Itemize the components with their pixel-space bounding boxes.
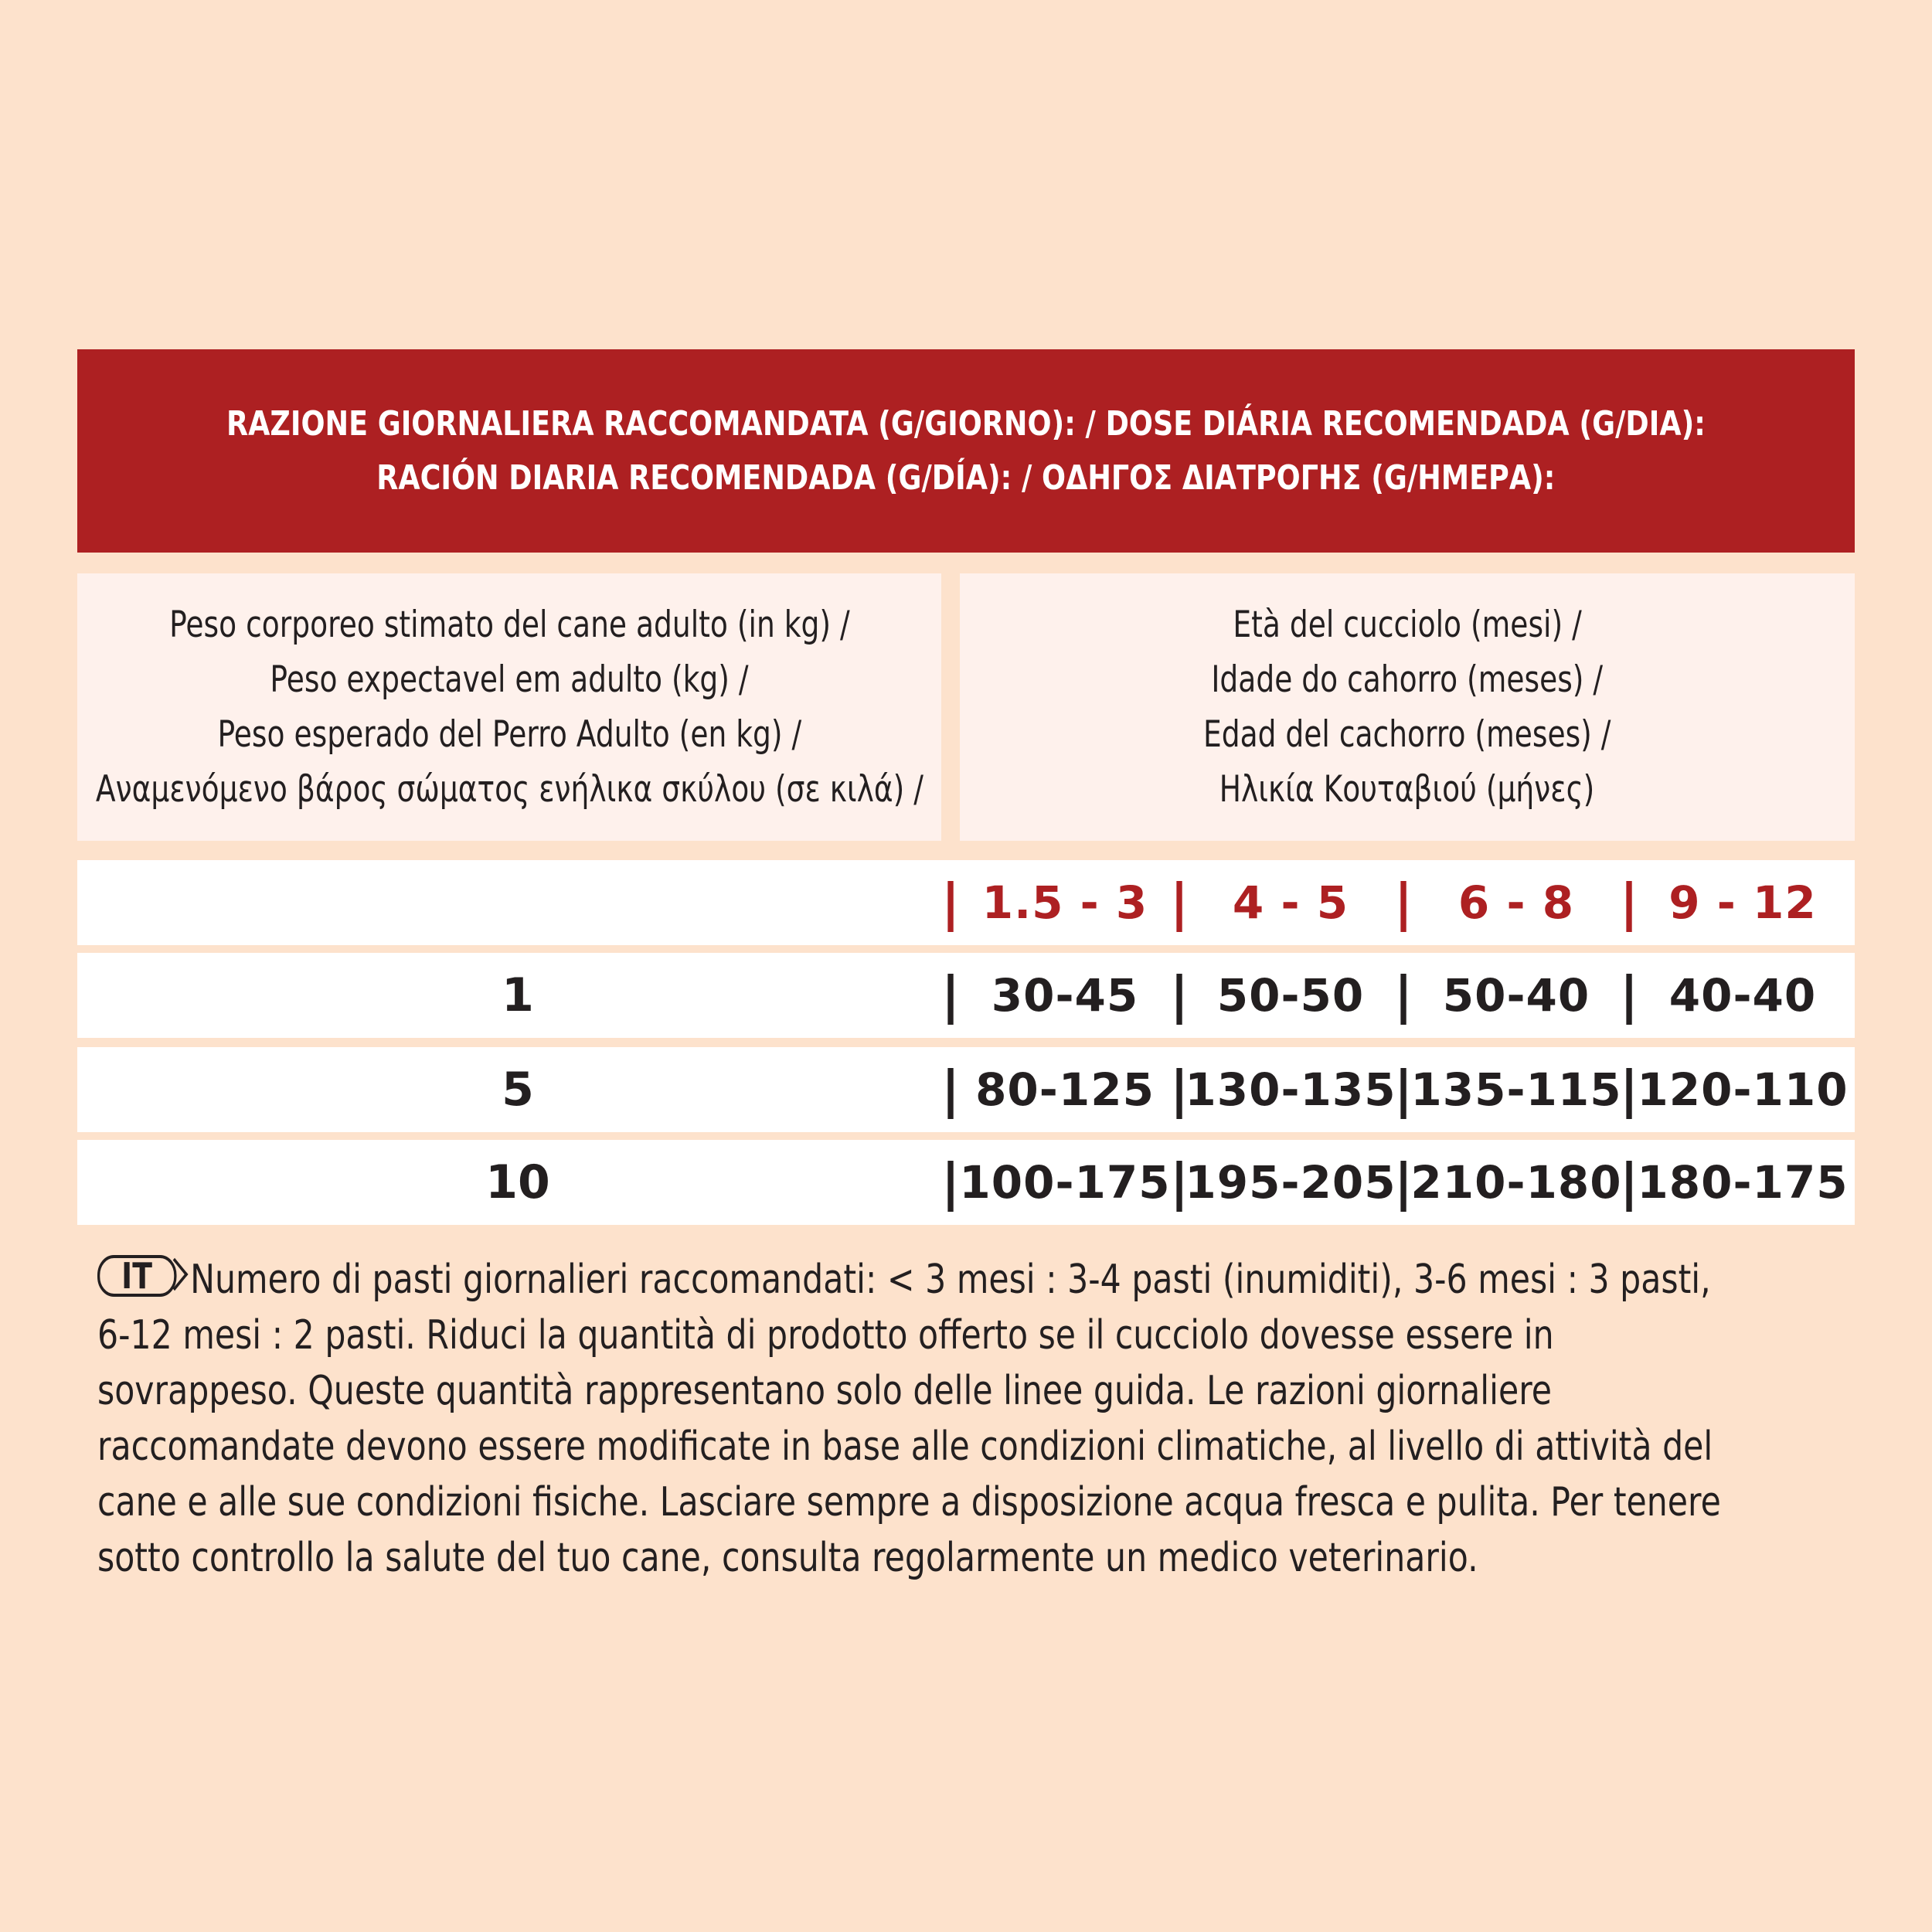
column-separator: | xyxy=(1393,872,1413,933)
column-separator: | xyxy=(940,872,961,933)
age-column-label: 9 - 12 xyxy=(1668,876,1817,929)
weight-value: 1 xyxy=(502,968,534,1022)
table-row xyxy=(77,1140,1855,1225)
column-separator: | xyxy=(940,1152,961,1213)
note-line: raccomandate devono essere modificate in base alle condizioni climatiche, al livello di attività del xyxy=(97,1423,1713,1470)
age-header-line: Età del cucciolo (mesi) / xyxy=(1233,604,1582,646)
ration-value: 40-40 xyxy=(1668,969,1817,1022)
note-line: sotto controllo la salute del tuo cane, consulta regolarmente un medico veterinario. xyxy=(97,1535,1478,1581)
column-separator: | xyxy=(1619,1152,1639,1213)
age-header-line: Edad del cachorro (meses) / xyxy=(1203,713,1611,756)
age-header xyxy=(960,573,1855,841)
title-line: RACIÓN DIARIA RECOMENDADA (G/DÍA): / ΟΔΗΓΟΣ ΔΙΑΤΡΟΓΗΣ (G/ΗΜΕΡΑ): xyxy=(376,457,1556,498)
column-separator: | xyxy=(1393,1060,1413,1120)
column-separator: | xyxy=(1393,965,1413,1026)
weight-header-line: Peso expectavel em adulto (kg) / xyxy=(270,658,749,701)
ration-value: 210-180 xyxy=(1410,1156,1622,1209)
ration-value: 30-45 xyxy=(991,969,1139,1022)
title-banner xyxy=(77,349,1855,553)
ration-value: 50-50 xyxy=(1216,969,1365,1022)
weight-header-line: Αναμενόμενο βάρος σώματος ενήλικα σκύλου (σε κιλά) / xyxy=(95,768,923,811)
column-separator: | xyxy=(940,1060,961,1120)
age-column-label: 6 - 8 xyxy=(1458,876,1575,929)
ration-value: 195-205 xyxy=(1185,1156,1396,1209)
weight-value: 5 xyxy=(502,1063,534,1117)
weight-header-line: Peso esperado del Perro Adulto (en kg) / xyxy=(217,713,801,756)
ration-value: 50-40 xyxy=(1442,969,1590,1022)
weight-header-line: Peso corporeo stimato del cane adulto (in kg) / xyxy=(168,604,850,646)
ration-value: 100-175 xyxy=(959,1156,1171,1209)
age-column-label: 1.5 - 3 xyxy=(981,876,1148,929)
column-separator: | xyxy=(1619,965,1639,1026)
feeding-note xyxy=(97,1252,1836,1586)
ration-value: 130-135 xyxy=(1185,1063,1396,1116)
column-separator: | xyxy=(1169,965,1189,1026)
column-separator: | xyxy=(1169,1152,1189,1213)
title-line: RAZIONE GIORNALIERA RACCOMANDATA (G/GIORNO): / DOSE DIÁRIA RECOMENDADA (G/DIA): xyxy=(226,403,1706,444)
ration-value: 120-110 xyxy=(1637,1063,1849,1116)
weight-value: 10 xyxy=(485,1155,550,1209)
column-separator: | xyxy=(1169,872,1189,933)
age-columns-row xyxy=(77,860,1855,945)
table-row xyxy=(77,953,1855,1038)
weight-header xyxy=(77,573,941,841)
note-line: 6-12 mesi : 2 pasti. Riduci la quantità di prodotto offerto se il cucciolo dovesse essere in xyxy=(97,1312,1554,1359)
column-separator: | xyxy=(940,965,961,1026)
note-line xyxy=(97,1252,1711,1308)
age-column-label: 4 - 5 xyxy=(1232,876,1349,929)
language-badge: IT xyxy=(97,1255,176,1297)
column-separator: | xyxy=(1393,1152,1413,1213)
ration-value: 180-175 xyxy=(1637,1156,1849,1209)
ration-value: 135-115 xyxy=(1410,1063,1622,1116)
column-separator: | xyxy=(1169,1060,1189,1120)
age-header-line: Idade do cahorro (meses) / xyxy=(1211,658,1604,701)
column-separator: | xyxy=(1619,872,1639,933)
note-line: sovrappeso. Queste quantità rappresentano solo delle linee guida. Le razioni giornaliere xyxy=(97,1368,1553,1414)
age-header-line: Ηλικία Κουταβιού (μήνες) xyxy=(1219,768,1595,811)
note-text: Numero di pasti giornalieri raccomandati: < 3 mesi : 3-4 pasti (inumiditi), 3-6 mesi : 3 pasti, xyxy=(190,1257,1711,1303)
table-row xyxy=(77,1047,1855,1132)
ration-value: 80-125 xyxy=(975,1063,1155,1116)
column-separator: | xyxy=(1619,1060,1639,1120)
note-line: cane e alle sue condizioni fisiche. Lasciare sempre a disposizione acqua fresca e pulita. Per tenere xyxy=(97,1479,1721,1526)
